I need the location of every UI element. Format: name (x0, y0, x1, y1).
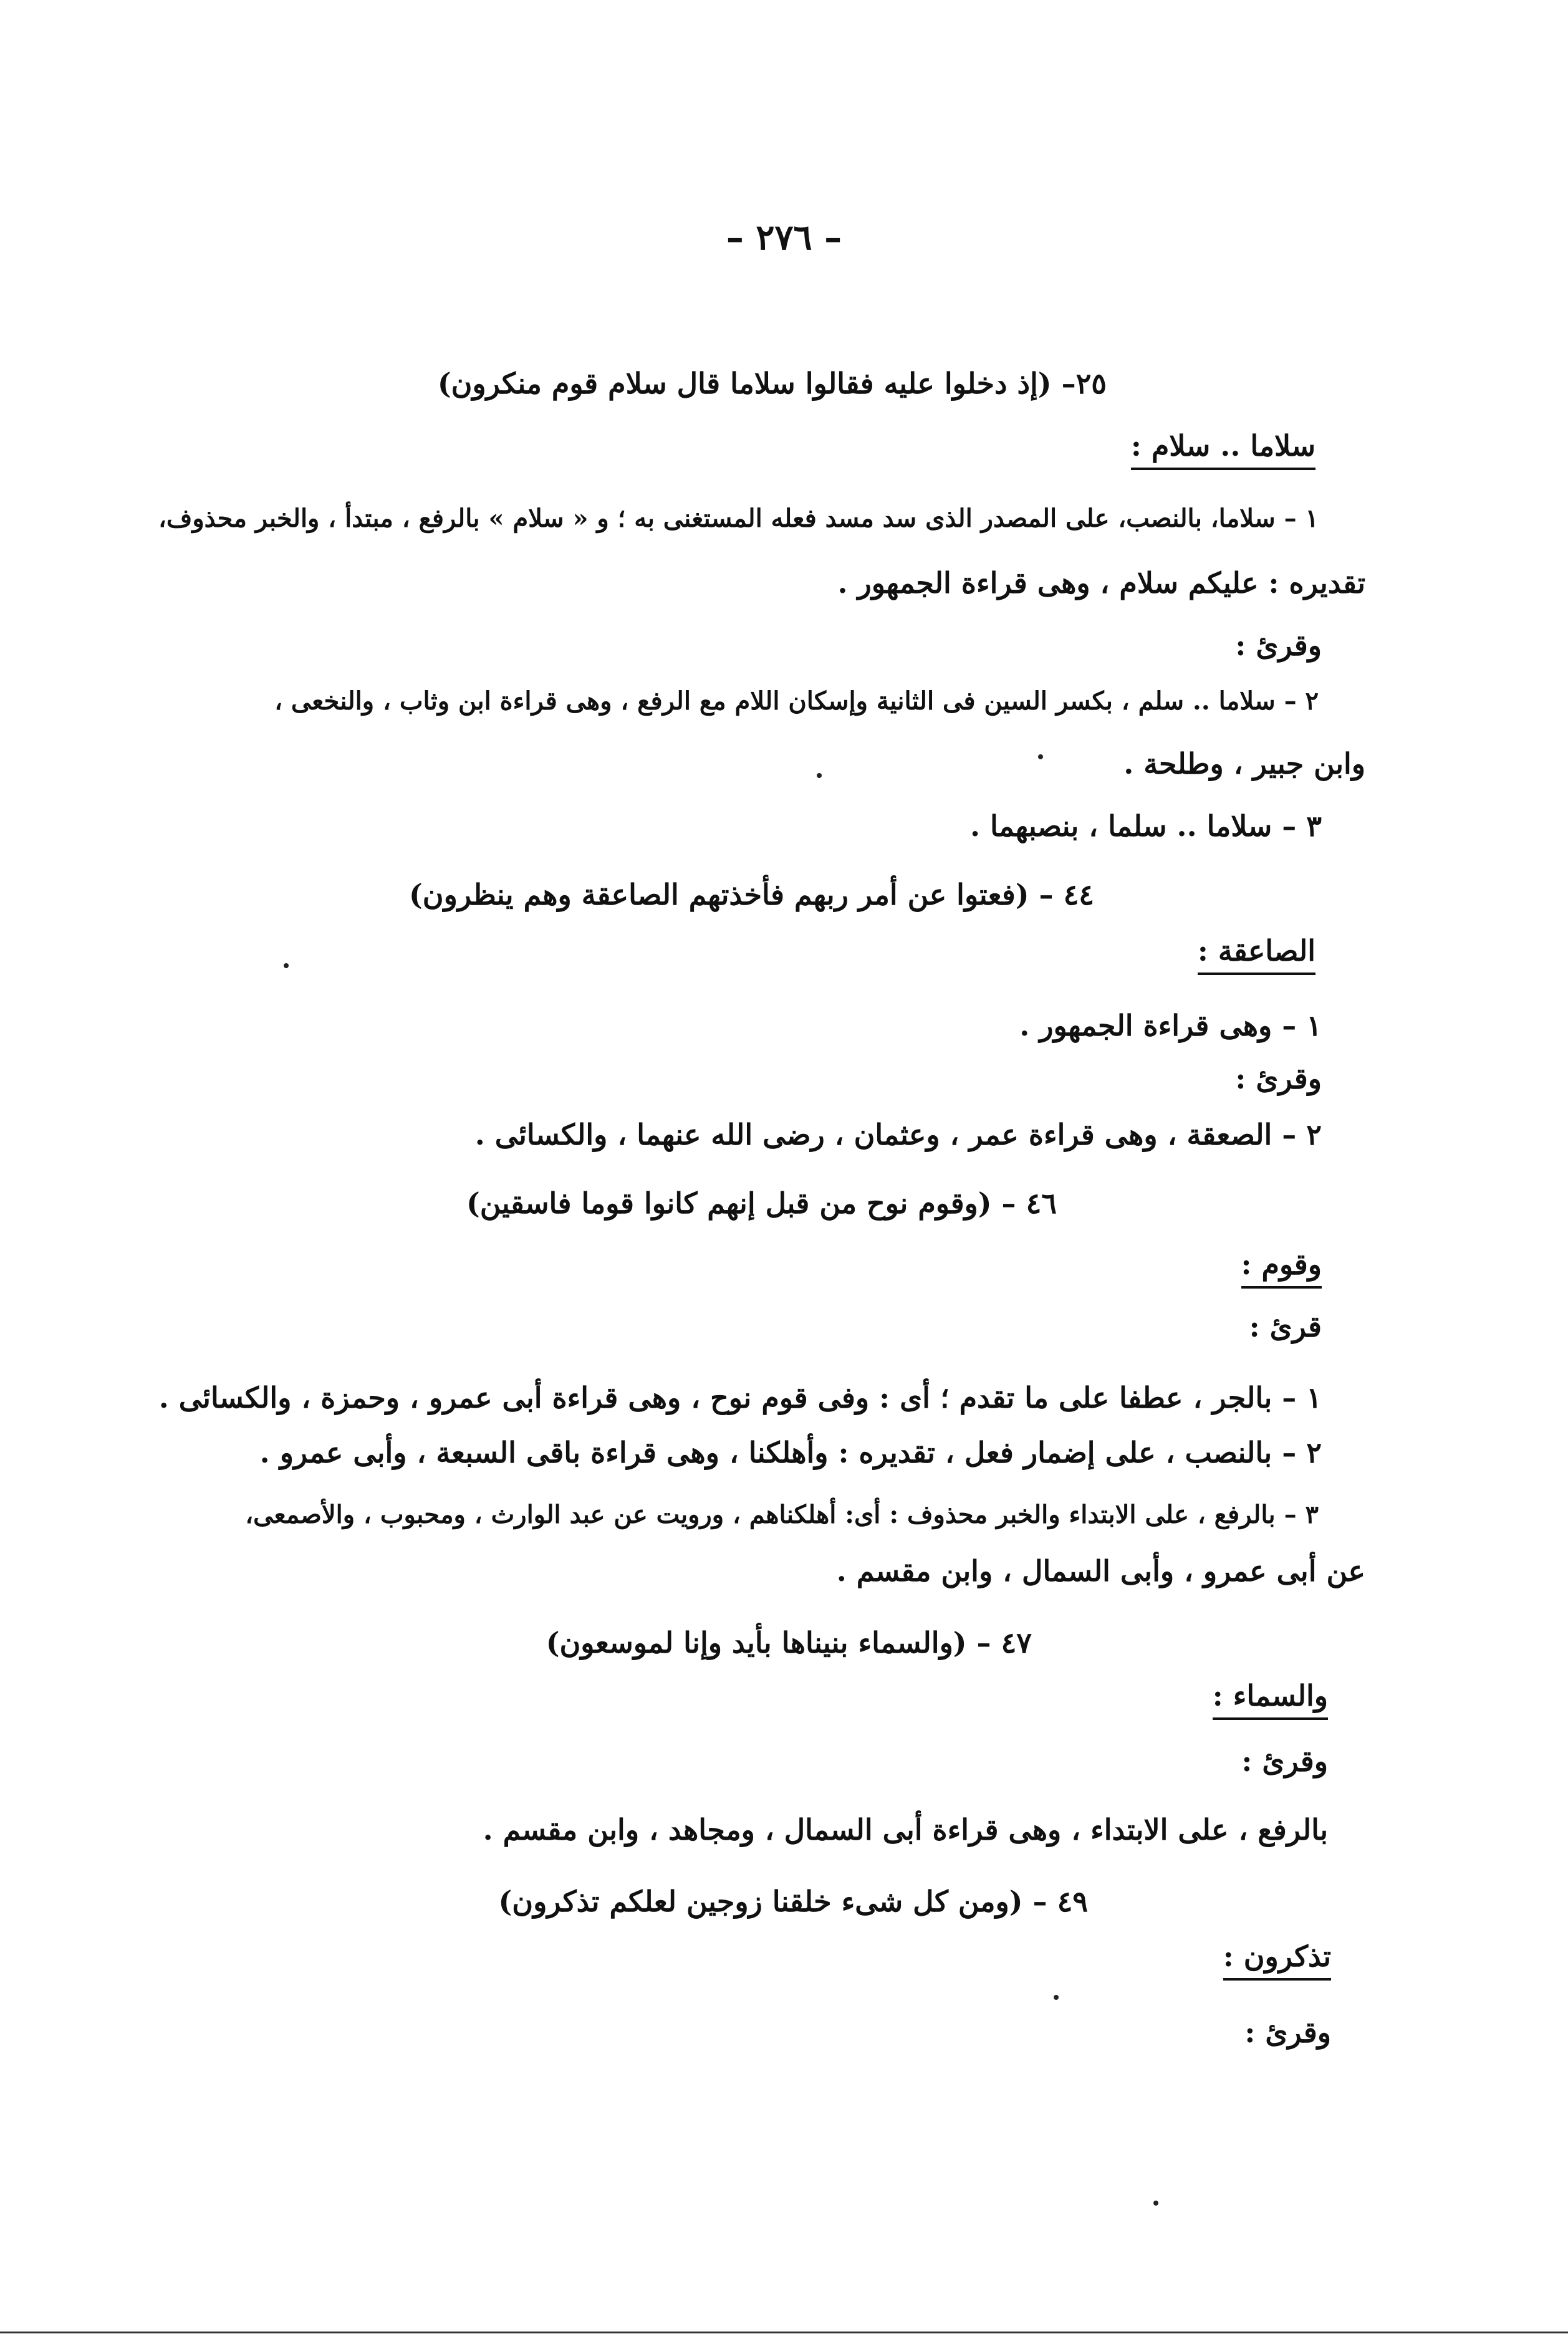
scan-speck (1038, 754, 1043, 759)
word-heading-text: تذكرون : (1223, 1939, 1331, 1981)
word-heading-text: الصاعقة : (1198, 934, 1315, 975)
body-line: بالرفع ، على الابتداء ، وهى قراءة أبى السمال ، ومجاهد ، وابن مقسم . (483, 1813, 1328, 1847)
body-line: ٢ – بالنصب ، على إضمار فعل ، تقديره : وأهلكنا ، وهى قراءة باقى السبعة ، وأبى عمرو . (259, 1436, 1322, 1469)
body-line: وقرئ : (1244, 2015, 1331, 2049)
body-line: وابن جبير ، وطلحة . (1123, 747, 1365, 780)
verse-line: ٤٩ – (ومن كل شىء خلقنا زوجين لعلكم تذكرون) (498, 1885, 1088, 1918)
page-number: – ٢٧٦ – (726, 217, 842, 258)
scan-speck (817, 773, 822, 778)
verse-line: ٢٥– (إذ دخلوا عليه فقالوا سلاما قال سلام قوم منكرون) (437, 367, 1107, 400)
scan-speck (1054, 1995, 1059, 2000)
body-line: ٢ – سلاما .. سلم ، بكسر السين فى الثانية وإسكان اللام مع الرفع ، وهى قراءة ابن وثاب ، والنخعى ، (274, 686, 1319, 716)
verse-line: ٤٧ – (والسماء بنيناها بأيد وإنا لموسعون) (546, 1626, 1032, 1659)
body-line: ١ – وهى قراءة الجمهور . (1019, 1009, 1322, 1042)
body-line: وقرئ : (1235, 1062, 1322, 1095)
body-line: قرئ : (1249, 1310, 1322, 1343)
body-line: تقديره : عليكم سلام ، وهى قراءة الجمهور . (837, 566, 1365, 600)
body-line: وقرئ : (1235, 628, 1322, 662)
word-heading (1131, 427, 1315, 464)
verse-line: ٤٦ – (وقوم نوح من قبل إنهم كانوا قوما فاسقين) (466, 1186, 1057, 1220)
body-line: ٢ – الصعقة ، وهى قراءة عمر ، وعثمان ، رضى الله عنهما ، والكسائى . (474, 1118, 1322, 1151)
word-heading (1198, 932, 1315, 969)
word-heading-text: والسماء : (1213, 1679, 1328, 1720)
body-line: ١ – بالجر ، عطفا على ما تقدم ؛ أى : وفى قوم نوح ، وهى قراءة أبى عمرو ، وحمزة ، والكسائى . (158, 1381, 1322, 1414)
word-heading (1213, 1677, 1328, 1714)
body-line: عن أبى عمرو ، وأبى السمال ، وابن مقسم . (836, 1554, 1365, 1588)
body-line: وقرئ : (1241, 1744, 1328, 1778)
verse-line: ٤٤ – (فعتوا عن أمر ربهم فأخذتهم الصاعقة وهم ينظرون) (409, 878, 1094, 911)
word-heading-text: سلاما .. سلام : (1131, 429, 1315, 470)
body-line: ١ – سلاما، بالنصب، على المصدر الذى سد مسد فعله المستغنى به ؛ و « سلام » بالرفع ، مبتدأ ، والخبر محذوف، (158, 504, 1319, 533)
word-heading (1223, 1938, 1331, 1975)
scan-speck (1153, 2201, 1158, 2206)
body-line: ٣ – بالرفع ، على الابتداء والخبر محذوف : أى: أهلكناهم ، ورويت عن عبد الوارث ، ومحبوب ، والأصمعى، (245, 1500, 1319, 1529)
page-bottom-rule (0, 2332, 1568, 2333)
body-line: ٣ – سلاما .. سلما ، بنصبهما . (969, 809, 1322, 843)
word-heading (1241, 1246, 1322, 1283)
word-heading-text: وقوم : (1241, 1247, 1322, 1289)
scan-speck (284, 963, 289, 968)
